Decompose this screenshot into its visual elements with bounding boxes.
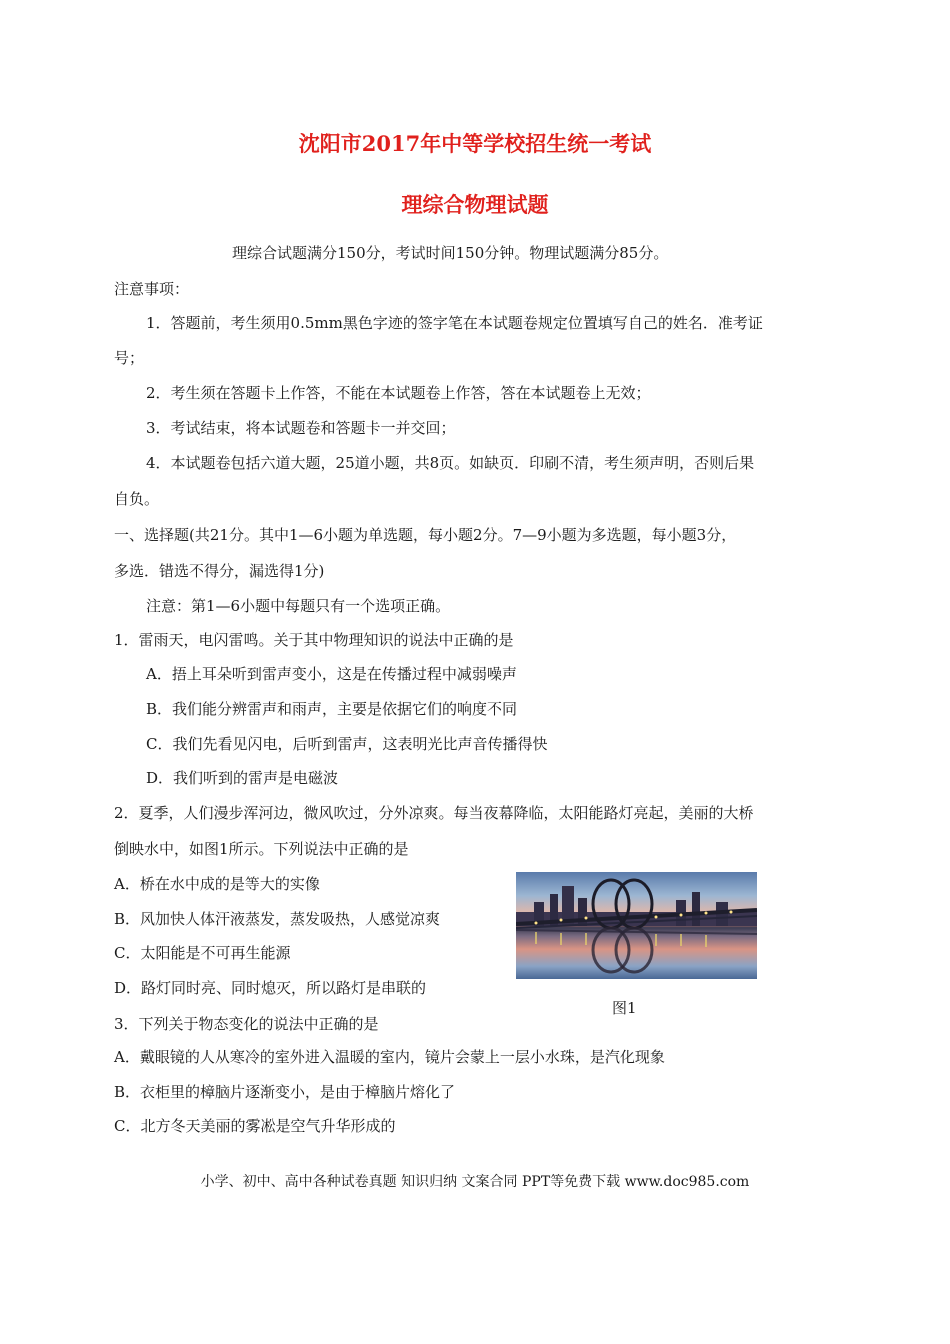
question-2-option-c: C．太阳能是不可再生能源	[114, 944, 291, 962]
question-2-option-b: B．风加快人体汗液蒸发，蒸发吸热，人感觉凉爽	[114, 910, 441, 928]
notes-heading: 注意事项：	[114, 280, 190, 298]
section-1-heading-line-1: 一、选择题(共21分。其中1—6小题为单选题，每小题2分。7—9小题为多选题，每小题3分，	[114, 526, 737, 544]
section-1-note: 注意：第1—6小题中每题只有一个选项正确。	[146, 597, 451, 615]
question-3-option-a: A．戴眼镜的人从寒冷的室外进入温暖的室内，镜片会蒙上一层小水珠，是汽化现象	[114, 1048, 665, 1066]
question-1-option-c: C．我们先看见闪电，后听到雷声，这表明光比声音传播得快	[146, 735, 548, 753]
question-2-option-a: A．桥在水中成的是等大的实像	[114, 875, 320, 893]
note-1-line-2: 号；	[114, 349, 145, 367]
question-3-option-c: C．北方冬天美丽的雾凇是空气升华形成的	[114, 1117, 396, 1135]
note-3: 3．考试结束，将本试题卷和答题卡一并交回；	[146, 419, 456, 437]
figure-1-caption: 图1	[612, 999, 637, 1017]
question-3-option-b: B．衣柜里的樟脑片逐渐变小，是由于樟脑片熔化了	[114, 1083, 456, 1101]
question-3-stem: 3．下列关于物态变化的说法中正确的是	[114, 1015, 379, 1033]
question-1-option-d: D．我们听到的雷声是电磁波	[146, 769, 339, 787]
intro-text: 理综合试题满分150分，考试时间150分钟。物理试题满分85分。	[232, 244, 669, 262]
question-1-option-a: A．捂上耳朵听到雷声变小，这是在传播过程中减弱噪声	[146, 665, 517, 683]
note-4-line-1: 4．本试题卷包括六道大题，25道小题，共8页。如缺页．印刷不清，考生须声明，否则后果	[146, 454, 755, 472]
question-2-option-d: D．路灯同时亮、同时熄灭，所以路灯是串联的	[114, 979, 427, 997]
note-1-line-1: 1．答题前，考生须用0.5mm黑色字迹的签字笔在本试题卷规定位置填写自己的姓名．准考证	[146, 314, 763, 332]
bridge-photo	[516, 872, 757, 979]
note-2: 2．考生须在答题卡上作答，不能在本试题卷上作答，答在本试题卷上无效；	[146, 384, 651, 402]
question-1-stem: 1．雷雨天，电闪雷鸣。关于其中物理知识的说法中正确的是	[114, 631, 514, 649]
question-2-stem-line-1: 2．夏季，人们漫步浑河边，微风吹过，分外凉爽。每当夜幕降临，太阳能路灯亮起，美丽的大桥	[114, 804, 754, 822]
exam-subtitle: 理综合物理试题	[401, 192, 549, 217]
section-1-heading-line-2: 多选．错选不得分，漏选得1分)	[114, 562, 325, 580]
bridge-illustration	[516, 872, 757, 979]
question-2-stem-line-2: 倒映水中，如图1所示。下列说法中正确的是	[114, 840, 409, 858]
note-4-line-2: 自负。	[114, 490, 160, 508]
question-1-option-b: B．我们能分辨雷声和雨声，主要是依据它们的响度不同	[146, 700, 518, 718]
page-footer: 小学、初中、高中各种试卷真题 知识归纳 文案合同 PPT等免费下载 www.doc985.com	[200, 1174, 750, 1190]
exam-title: 沈阳市2017年中等学校招生统一考试	[298, 131, 652, 156]
